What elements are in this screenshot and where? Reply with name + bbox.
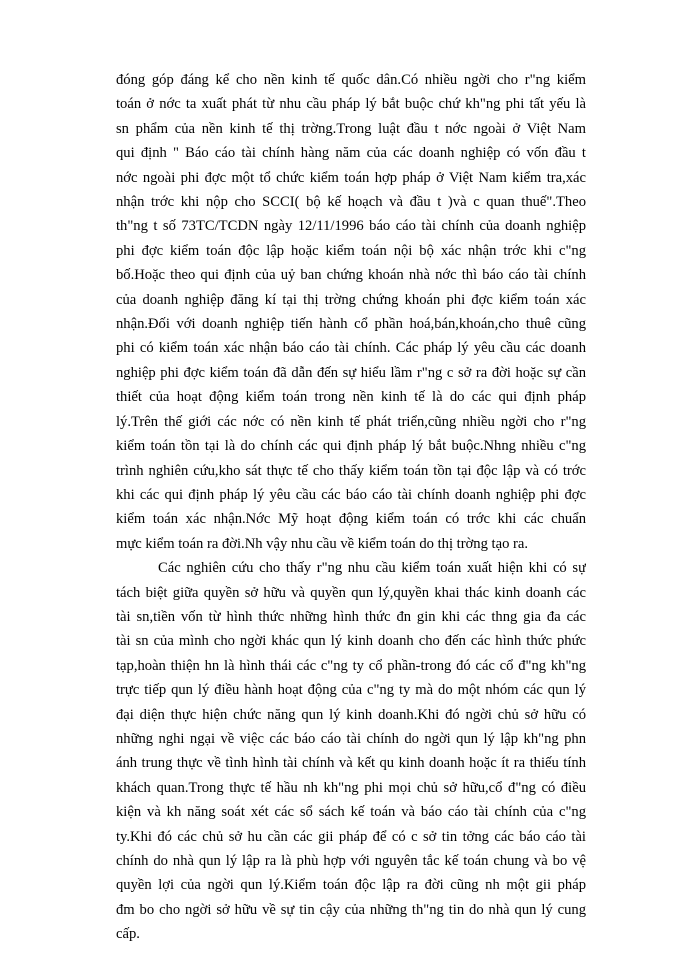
text-line: đm bo cho ngời sở hữu về sự tin cậy của những th"ng tin do nhà qun lý cung	[116, 901, 586, 918]
text-line: tạp,hoàn thiện hn là hình thái các c"ng ty cổ phần-trong đó các cổ đ"ng kh"ng	[116, 657, 586, 674]
text-line: cấp.	[116, 926, 140, 943]
text-line: mực kiểm toán ra đời.Nh vậy nhu cầu về kiểm toán do thị trờng tạo ra.	[116, 535, 528, 552]
text-line: đóng góp đáng kể cho nền kinh tế quốc dân.Có nhiều ngời cho r"ng kiểm	[116, 72, 586, 88]
text-line: chính do nhà qun lý lập ra là phù hợp với nguyên tắc kế toán chung và bo vệ	[116, 853, 586, 869]
text-line: sn phẩm của nền kinh tế thị trờng.Trong luật đầu t nớc ngoài ở Việt Nam	[116, 120, 586, 137]
text-line: thiết của hoạt động kiểm toán trong nền kinh tế là do các qui định pháp	[116, 389, 586, 406]
text-line: đại diện thực hiện chức năng qun lý kinh doanh.Khi đó ngời chủ sở hữu có	[116, 706, 586, 723]
text-line: trình nghiên cứu,kho sát thực tế cho thấy kiểm toán tồn tại độc lập và có trớc	[116, 462, 586, 479]
text-line: lý.Trên thế giới các nớc có nền kinh tế phát triển,cũng nhiều ngời cho r"ng	[116, 413, 586, 430]
paragraph-2	[116, 556, 586, 947]
text-line: ty.Khi đó các chủ sở hu cần các gii pháp để có c sở tin tởng các báo cáo tài	[116, 828, 586, 845]
text-line: nghiệp phi đợc kiểm toán đã dẫn đến sự hiểu lầm r"ng c sở ra đời hoặc sự cần	[116, 364, 586, 381]
text-line: phi đợc kiểm toán độc lập hoặc kiểm toán nội bộ xác nhận trớc khi c"ng	[116, 242, 586, 259]
paragraph-1	[116, 68, 586, 556]
text-line: th"ng t số 73TC/TCDN ngày 12/11/1996 báo cáo tài chính của doanh nghiệp	[116, 218, 586, 235]
text-line: kiểm toán tồn tại là do chính các qui định pháp lý bắt buộc.Nhng nhiều c"ng	[116, 438, 586, 455]
text-line: qui định " Báo cáo tài chính hàng năm của các doanh nghiệp có vốn đầu t	[116, 145, 586, 162]
text-line: của doanh nghiệp đăng kí tại thị trờng chứng khoán phi đợc kiểm toán xác	[116, 291, 586, 308]
text-line: những nghi ngại về việc các báo cáo tài chính do ngời qun lý lập kh"ng phn	[116, 730, 586, 747]
text-line: bố.Hoặc theo qui định của uỷ ban chứng khoán nhà nớc thì báo cáo tài chính	[116, 267, 586, 284]
text-line: nớc ngoài phi đợc một tổ chức kiểm toán hợp pháp ở Việt Nam kiểm tra,xác	[116, 169, 586, 186]
text-line: ánh trung thực về tình hình tài chính và kết qu kinh doanh hoặc ít ra thiếu tính	[116, 755, 586, 772]
text-line: khi các qui định pháp lý yêu cầu các báo cáo tài chính doanh nghiệp phi đợc	[116, 486, 586, 503]
text-line: phi có kiểm toán xác nhận báo cáo tài chính. Các pháp lý yêu cầu các doanh	[116, 340, 586, 357]
text-line: nhận trớc khi nộp cho SCCI( bộ kế hoạch và đầu t )và c quan thuế".Theo	[116, 194, 586, 211]
document-page	[116, 68, 586, 947]
text-line: nhận.Đối với doanh nghiệp tiến hành cổ phần hoá,bán,khoán,cho thuê cũng	[116, 316, 586, 333]
text-line: khách quan.Trong thực tế hầu nh kh"ng phi mọi chủ sở hữu,cổ đ"ng có điều	[116, 779, 586, 796]
text-line: tách biệt giữa quyền sở hữu và quyền qun lý,quyền khai thác kinh doanh các	[116, 584, 586, 601]
text-line: tài sn của mình cho ngời khác qun lý kinh doanh cho đến các hình thức phức	[116, 633, 586, 650]
text-line: tài sn,tiền vốn từ hình thức những hình thức đn gin khi các thng gia đa các	[116, 608, 586, 625]
text-line: quyền lợi của ngời qun lý.Kiểm toán độc lập ra đời cũng nh một gii pháp	[116, 877, 586, 894]
text-line: trực tiếp qun lý điều hành hoạt động của c"ng ty mà do một nhóm các qun lý	[116, 682, 586, 699]
text-line: Các nghiên cứu cho thấy r"ng nhu cầu kiểm toán xuất hiện khi có sự	[158, 560, 586, 577]
text-line: kiểm toán xác nhận.Nớc Mỹ hoạt động kiểm toán có trớc khi các chuẩn	[116, 511, 586, 528]
text-line: toán ở nớc ta xuất phát từ nhu cầu pháp lý bắt buộc chứ kh"ng phi tất yếu là	[116, 96, 586, 113]
text-line: kiện và kh năng soát xét các sổ sách kế toán và báo cáo tài chính của c"ng	[116, 804, 586, 821]
